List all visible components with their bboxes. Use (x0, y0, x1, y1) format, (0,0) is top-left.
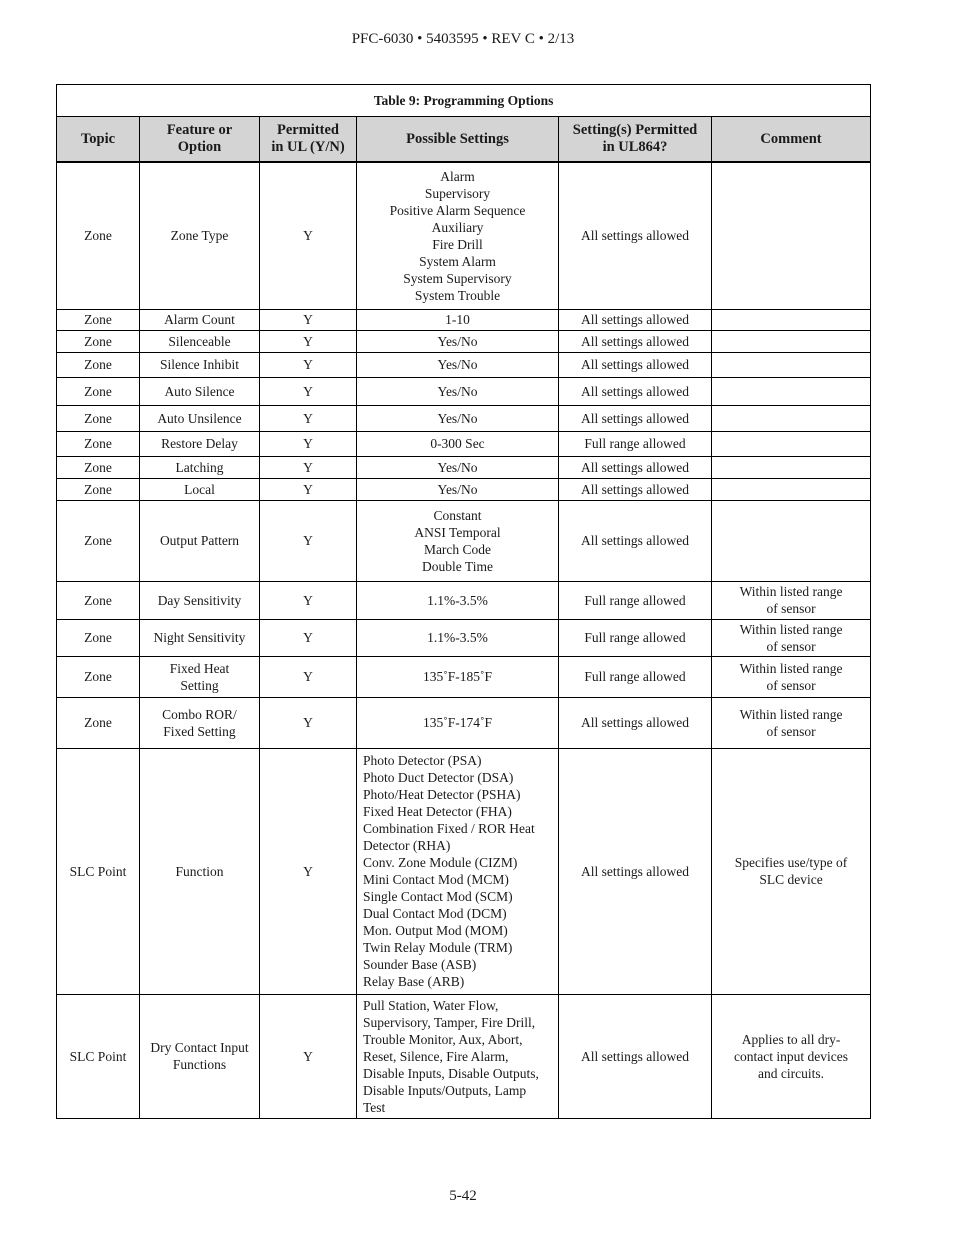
setting-permitted-cell: All settings allowed (559, 405, 712, 431)
ul-permitted-cell: Y (260, 377, 357, 405)
table-row (57, 581, 871, 619)
setting-permitted-cell: All settings allowed (559, 697, 712, 748)
topic-cell: Zone (57, 656, 140, 697)
cell-line: Functions (172, 1057, 227, 1072)
table-row (57, 377, 871, 405)
cell-line: Detector (RHA) (363, 838, 451, 853)
cell-line: Fixed Heat (169, 660, 230, 676)
possible-settings-cell (357, 748, 559, 994)
setting-permitted-cell: Full range allowed (559, 581, 712, 619)
comment-cell (712, 431, 871, 456)
column-feature-header (140, 117, 260, 163)
cell-line: Within listed range (739, 660, 843, 676)
possible-settings-cell (357, 994, 559, 1118)
comment-cell (712, 478, 871, 500)
cell-line: of sensor (766, 601, 816, 616)
setting-permitted-cell: All settings allowed (559, 456, 712, 478)
possible-settings-cell (357, 431, 559, 456)
feature-cell (140, 405, 260, 431)
possible-settings-cell (357, 405, 559, 431)
cell-line: System Alarm (419, 253, 496, 269)
column-permitted-ul-header (260, 117, 357, 163)
topic-cell: Zone (57, 456, 140, 478)
cell-line: Pull Station, Water Flow, (363, 997, 499, 1013)
header-line: in UL (Y/N) (271, 139, 345, 155)
cell-line: Yes/No (437, 459, 478, 475)
comment-cell (712, 456, 871, 478)
cell-line: ANSI Temporal (414, 524, 501, 540)
topic-cell: SLC Point (57, 994, 140, 1118)
feature-cell (140, 500, 260, 581)
comment-cell (712, 748, 871, 994)
cell-line: Combination Fixed / ROR Heat (363, 821, 535, 836)
table-row (57, 656, 871, 697)
table-header-row (57, 117, 871, 163)
cell-line: Yes/No (437, 481, 478, 497)
setting-permitted-cell: All settings allowed (559, 748, 712, 994)
topic-cell: Zone (57, 352, 140, 377)
cell-line: contact input devices (734, 1048, 849, 1064)
cell-line: 0-300 Sec (430, 436, 485, 451)
cell-line: Sounder Base (ASB) (363, 957, 477, 972)
possible-settings-cell (357, 500, 559, 581)
cell-line: Silenceable (168, 333, 231, 349)
cell-line: Applies to all dry- (741, 1031, 841, 1047)
possible-settings-cell (357, 697, 559, 748)
cell-line: 1-10 (445, 312, 470, 327)
possible-settings-cell (357, 656, 559, 697)
cell-line: Within listed range (739, 584, 843, 599)
ul-permitted-cell: Y (260, 405, 357, 431)
cell-line: Setting (180, 677, 219, 693)
possible-settings-cell (357, 619, 559, 656)
cell-line: SLC device (759, 872, 823, 887)
ul-permitted-cell: Y (260, 330, 357, 352)
cell-line: Night Sensitivity (153, 630, 246, 645)
ul-permitted-cell: Y (260, 500, 357, 581)
header-line: Feature or (166, 122, 233, 138)
setting-permitted-cell: All settings allowed (559, 309, 712, 330)
cell-line: Within listed range (739, 706, 843, 722)
feature-cell (140, 478, 260, 500)
cell-line: Constant (433, 507, 482, 523)
cell-line: Positive Alarm Sequence (389, 202, 526, 218)
header-line: in UL864? (602, 139, 668, 155)
ul-permitted-cell: Y (260, 352, 357, 377)
cell-line: Dry Contact Input (150, 1040, 249, 1055)
cell-line: Relay Base (ARB) (363, 974, 465, 989)
comment-cell (712, 581, 871, 619)
feature-cell (140, 352, 260, 377)
table-title: Table 9: Programming Options (57, 85, 871, 117)
feature-cell (140, 456, 260, 478)
ul-permitted-cell: Y (260, 309, 357, 330)
cell-line: Supervisory (424, 185, 491, 201)
table-row (57, 500, 871, 581)
ul-permitted-cell: Y (260, 581, 357, 619)
cell-line: and circuits. (758, 1065, 825, 1081)
topic-cell: Zone (57, 162, 140, 309)
comment-cell (712, 697, 871, 748)
topic-cell: Zone (57, 309, 140, 330)
feature-cell (140, 581, 260, 619)
comment-cell (712, 405, 871, 431)
ul-permitted-cell: Y (260, 431, 357, 456)
column-topic-header (57, 117, 140, 163)
cell-line: Twin Relay Module (TRM) (363, 940, 513, 955)
column-possible-settings-header (357, 117, 559, 163)
comment-cell (712, 377, 871, 405)
cell-line: Conv. Zone Module (CIZM) (363, 855, 518, 870)
cell-line: Photo/Heat Detector (PSHA) (363, 787, 521, 802)
comment-cell (712, 619, 871, 656)
header-line: Topic (80, 130, 116, 147)
cell-line: Auto Unsilence (157, 410, 242, 426)
column-comment-header (712, 117, 871, 163)
ul-permitted-cell: Y (260, 162, 357, 309)
cell-line: Silence Inhibit (159, 357, 240, 372)
topic-cell: Zone (57, 377, 140, 405)
table-row (57, 431, 871, 456)
feature-cell (140, 748, 260, 994)
table-row (57, 994, 871, 1118)
topic-cell: Zone (57, 500, 140, 581)
cell-line: Supervisory, Tamper, Fire Drill, (363, 1014, 536, 1030)
possible-settings-cell (357, 377, 559, 405)
topic-cell: Zone (57, 619, 140, 656)
ul-permitted-cell: Y (260, 697, 357, 748)
topic-cell: Zone (57, 431, 140, 456)
cell-line: Specifies use/type of (734, 855, 848, 870)
cell-line: Alarm Count (164, 312, 235, 327)
cell-line: 135˚F-174˚F (422, 715, 492, 730)
setting-permitted-cell: All settings allowed (559, 994, 712, 1118)
cell-line: Auxiliary (431, 219, 484, 235)
comment-cell (712, 352, 871, 377)
topic-cell: Zone (57, 405, 140, 431)
ul-permitted-cell: Y (260, 748, 357, 994)
comment-cell (712, 309, 871, 330)
cell-line: Fire Drill (432, 236, 483, 252)
cell-line: Auto Silence (164, 383, 235, 399)
cell-line: of sensor (766, 677, 816, 693)
table-row (57, 697, 871, 748)
cell-line: Single Contact Mod (SCM) (363, 889, 513, 904)
header-line: Option (177, 139, 222, 155)
table-row (57, 352, 871, 377)
feature-cell (140, 309, 260, 330)
setting-permitted-cell: All settings allowed (559, 500, 712, 581)
possible-settings-cell (357, 581, 559, 619)
feature-cell (140, 697, 260, 748)
ul-permitted-cell: Y (260, 619, 357, 656)
topic-cell: Zone (57, 478, 140, 500)
ul-permitted-cell: Y (260, 656, 357, 697)
cell-line: 1.1%-3.5% (427, 630, 488, 645)
cell-line: Photo Duct Detector (DSA) (363, 770, 514, 785)
cell-line: of sensor (766, 638, 816, 654)
table-row (57, 309, 871, 330)
topic-cell: SLC Point (57, 748, 140, 994)
cell-line: Local (184, 481, 215, 497)
ul-permitted-cell: Y (260, 456, 357, 478)
feature-cell (140, 619, 260, 656)
topic-cell: Zone (57, 330, 140, 352)
header-line: Possible Settings (406, 130, 509, 147)
table-row (57, 619, 871, 656)
topic-cell: Zone (57, 697, 140, 748)
setting-permitted-cell: Full range allowed (559, 656, 712, 697)
cell-line: March Code (423, 541, 492, 557)
cell-line: Fixed Heat Detector (FHA) (363, 804, 512, 819)
cell-line: Yes/No (437, 383, 478, 399)
cell-line: Fixed Setting (163, 723, 236, 739)
cell-line: Alarm (440, 168, 475, 184)
setting-permitted-cell: All settings allowed (559, 352, 712, 377)
comment-cell (712, 994, 871, 1118)
header-line: Comment (760, 130, 822, 147)
cell-line: Mini Contact Mod (MCM) (363, 872, 509, 887)
column-setting-permitted-ul864-header (559, 117, 712, 163)
possible-settings-cell (357, 309, 559, 330)
cell-line: Within listed range (739, 621, 843, 637)
programming-options-table (56, 84, 871, 1119)
possible-settings-cell (357, 352, 559, 377)
setting-permitted-cell: Full range allowed (559, 619, 712, 656)
cell-line: System Trouble (414, 287, 501, 303)
header-line: Permitted (277, 122, 339, 138)
cell-line: 1.1%-3.5% (427, 592, 488, 608)
setting-permitted-cell: All settings allowed (559, 162, 712, 309)
cell-line: Yes/No (437, 357, 478, 372)
cell-line: Yes/No (437, 410, 478, 426)
possible-settings-cell (357, 162, 559, 309)
feature-cell (140, 994, 260, 1118)
setting-permitted-cell: All settings allowed (559, 377, 712, 405)
possible-settings-cell (357, 478, 559, 500)
table-row (57, 330, 871, 352)
cell-line: Dual Contact Mod (DCM) (363, 906, 507, 921)
table-row (57, 162, 871, 309)
cell-line: Mon. Output Mod (MOM) (363, 923, 508, 938)
possible-settings-cell (357, 330, 559, 352)
page-number: 5-42 (449, 1188, 477, 1204)
cell-line: Latching (175, 459, 224, 475)
page-header: PFC-6030 • 5403595 • REV C • 2/13 (351, 31, 575, 47)
cell-line: System Supervisory (403, 270, 512, 286)
table-body (57, 162, 871, 1118)
topic-cell: Zone (57, 581, 140, 619)
table-row (57, 748, 871, 994)
cell-line: Reset, Silence, Fire Alarm, (363, 1048, 509, 1064)
cell-line: 135˚F-185˚F (422, 669, 492, 684)
table-row (57, 405, 871, 431)
comment-cell (712, 162, 871, 309)
ul-permitted-cell: Y (260, 478, 357, 500)
possible-settings-cell (357, 456, 559, 478)
feature-cell (140, 656, 260, 697)
feature-cell (140, 431, 260, 456)
cell-line: Test (363, 1099, 386, 1115)
cell-line: Zone Type (170, 228, 229, 244)
feature-cell (140, 330, 260, 352)
cell-line: Photo Detector (PSA) (363, 753, 482, 768)
comment-cell (712, 330, 871, 352)
ul-permitted-cell: Y (260, 994, 357, 1118)
cell-line: Trouble Monitor, Aux, Abort, (363, 1031, 523, 1047)
comment-cell (712, 500, 871, 581)
setting-permitted-cell: Full range allowed (559, 431, 712, 456)
setting-permitted-cell: All settings allowed (559, 330, 712, 352)
cell-line: Function (175, 863, 224, 879)
table-row (57, 478, 871, 500)
header-line: Setting(s) Permitted (572, 122, 698, 138)
cell-line: Day Sensitivity (157, 592, 242, 608)
cell-line: Yes/No (437, 333, 478, 349)
feature-cell (140, 162, 260, 309)
feature-cell (140, 377, 260, 405)
cell-line: Restore Delay (161, 436, 238, 451)
setting-permitted-cell: All settings allowed (559, 478, 712, 500)
cell-line: Combo ROR/ (162, 706, 237, 722)
cell-line: of sensor (766, 723, 816, 739)
cell-line: Disable Inputs, Disable Outputs, (363, 1065, 539, 1081)
cell-line: Output Pattern (159, 533, 240, 548)
comment-cell (712, 656, 871, 697)
cell-line: Double Time (422, 558, 493, 574)
cell-line: Disable Inputs/Outputs, Lamp (363, 1082, 527, 1098)
table-row (57, 456, 871, 478)
